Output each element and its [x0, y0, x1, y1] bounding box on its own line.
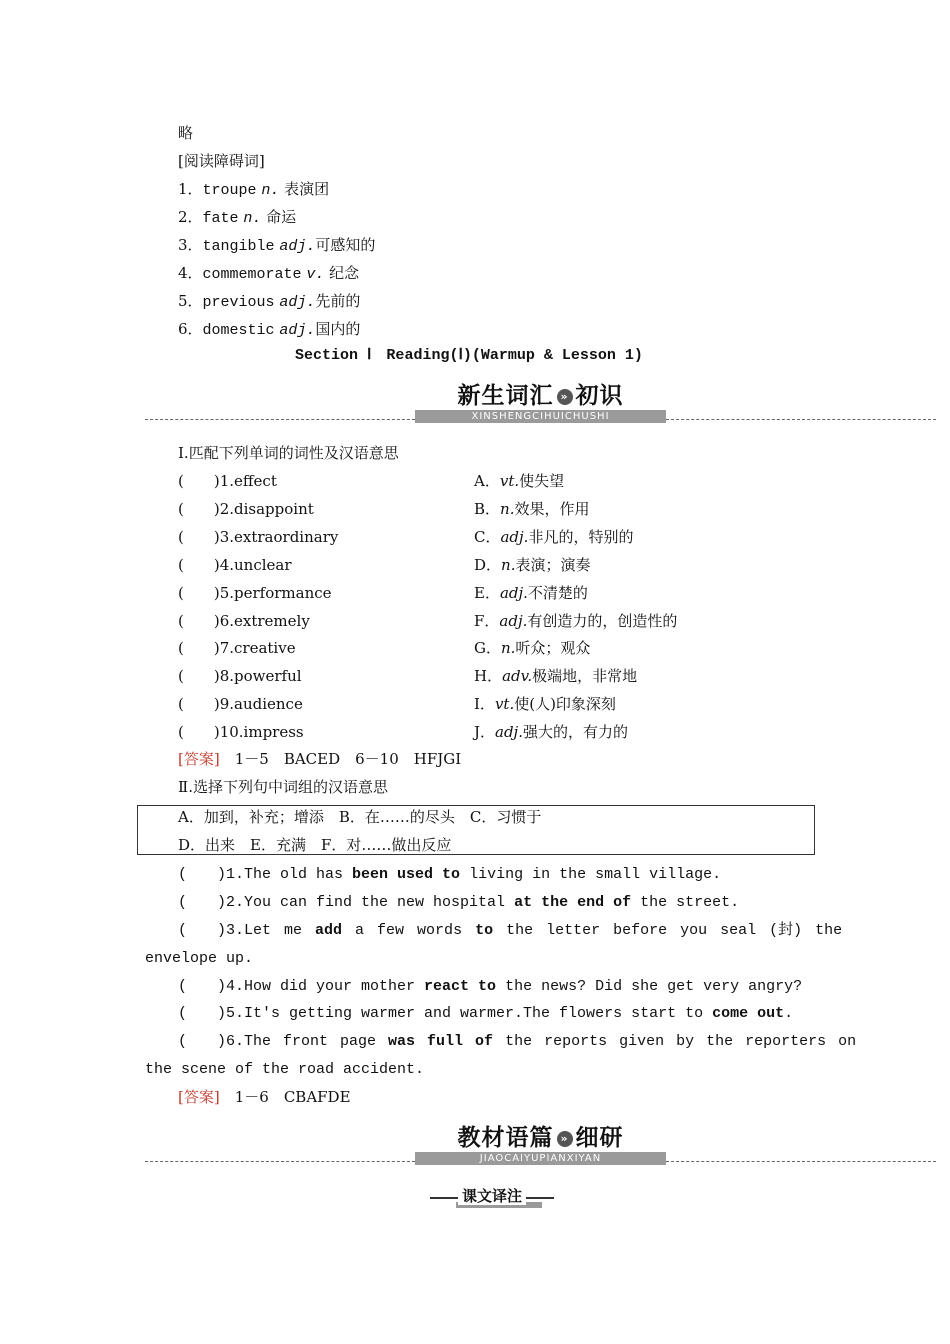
- list-item: A．vt.使失望: [474, 472, 565, 490]
- list-item: B．n.效果，作用: [474, 500, 590, 518]
- divider: [666, 1161, 936, 1162]
- banner-new-vocabulary: [415, 382, 666, 423]
- section-title: Section Ⅰ Reading(Ⅰ)(Warmup & Lesson 1): [295, 347, 643, 364]
- list-item: C．adj.非凡的，特别的: [474, 528, 634, 546]
- sentence-3: ( )3.Let me add a few words to the letter before you seal (封) the: [178, 922, 843, 939]
- list-item: I．vt.使(人)印象深刻: [474, 695, 616, 713]
- double-chevron-icon: »: [557, 389, 573, 405]
- sentence-4: ( )4.How did your mother react to the news? Did she get very angry?: [178, 978, 803, 995]
- sentence-6-continued: the scene of the road accident.: [145, 1061, 425, 1078]
- banner-title-right: 初识: [575, 383, 624, 409]
- reading-obstacle-header: [阅读障碍词]: [178, 152, 265, 170]
- banner-pinyin: XINSHENGCIHUICHUSHI: [415, 410, 666, 423]
- label-text: 课文译注: [458, 1187, 526, 1205]
- list-item: ( )7.creative: [178, 639, 296, 657]
- divider: [666, 419, 936, 420]
- sentence-5: ( )5.It's getting warmer and warmer.The flowers start to come out.: [178, 1005, 794, 1022]
- banner-textbook-passage: [415, 1124, 666, 1165]
- sentence-3-continued: envelope up.: [145, 950, 254, 967]
- banner-pinyin: JIAOCAIYUPIANXIYAN: [415, 1152, 666, 1165]
- list-item: ( )4.unclear: [178, 556, 292, 574]
- list-item: ( )1.effect: [178, 472, 277, 490]
- list-item: ( )2.disappoint: [178, 500, 314, 518]
- list-item: ( )9.audience: [178, 695, 303, 713]
- lue-text: 略: [178, 124, 194, 142]
- list-item: ( )8.powerful: [178, 667, 302, 685]
- answer-label: [答案]: [178, 1088, 220, 1106]
- divider: [145, 419, 415, 420]
- list-item: F．adj.有创造力的，创造性的: [474, 612, 678, 630]
- list-item: H．adv.极端地，非常地: [474, 667, 638, 685]
- phrase-options-line1: A．加到，补充；增添 B．在……的尽头 C．习惯于: [178, 808, 542, 826]
- banner-title-left: 教材语篇: [457, 1125, 554, 1151]
- list-item: ( )10.impress: [178, 723, 304, 741]
- list-item: ( )5.performance: [178, 584, 332, 602]
- list-item: 1．troupe n. 表演团: [178, 180, 330, 199]
- phrase-options-line2: D．出来 E．充满 F．对……做出反应: [178, 836, 452, 854]
- part1-answer: [答案] 1－5 BACED 6－10 HFJGI: [178, 750, 462, 768]
- list-item: ( )6.extremely: [178, 612, 310, 630]
- list-item: 2．fate n. 命运: [178, 208, 297, 227]
- double-chevron-icon: »: [557, 1131, 573, 1147]
- sentence-1: ( )1.The old has been used to living in the small village.: [178, 866, 722, 883]
- list-item: 4．commemorate v. 纪念: [178, 264, 360, 283]
- list-item: E．adj.不清楚的: [474, 584, 588, 602]
- part2-title: Ⅱ.选择下列句中词组的汉语意思: [178, 778, 388, 796]
- list-item: ( )3.extraordinary: [178, 528, 339, 546]
- sentence-6: ( )6.The front page was full of the reports given by the reporters on: [178, 1033, 857, 1050]
- banner-title-right: 细研: [575, 1125, 624, 1151]
- list-item: 6．domestic adj.国内的: [178, 320, 361, 339]
- part1-title: Ⅰ.匹配下列单词的词性及汉语意思: [178, 444, 399, 462]
- list-item: J．adj.强大的，有力的: [474, 723, 628, 741]
- list-item: 3．tangible adj.可感知的: [178, 236, 376, 255]
- list-item: G．n.听众；观众: [474, 639, 591, 657]
- sentence-2: ( )2.You can find the new hospital at the end of the street.: [178, 894, 740, 911]
- divider: [145, 1161, 415, 1162]
- part2-answer: [答案] 1－6 CBAFDE: [178, 1088, 351, 1106]
- list-item: D．n.表演；演奏: [474, 556, 591, 574]
- list-item: 5．previous adj.先前的: [178, 292, 361, 311]
- answer-label: [答案]: [178, 750, 220, 768]
- banner-title-left: 新生词汇: [457, 383, 554, 409]
- text-translation-label: [430, 1186, 554, 1206]
